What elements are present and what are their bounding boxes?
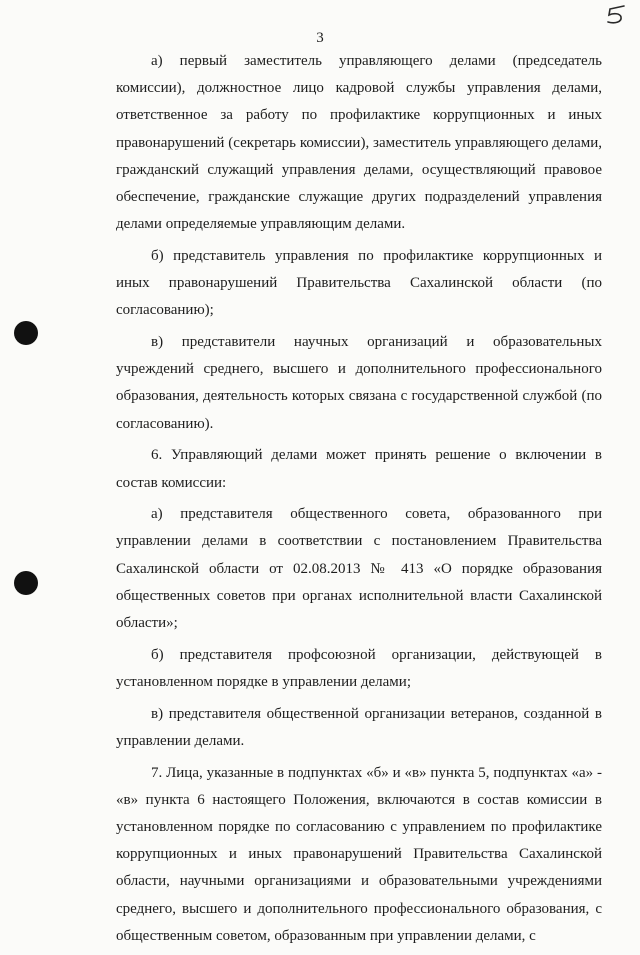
paragraph-6v: в) представителя общественной организации ветеранов, созданной в управлении делами. (116, 705, 602, 749)
punch-hole (14, 321, 38, 345)
paragraph-5b: б) представитель управления по профилактике коррупционных и иных правонарушений Правительства Сахалинской области (по согласованию); (116, 247, 602, 319)
paragraph-5a: а) первый заместитель управляющего делами (председатель комиссии), должностное лицо кадровой службы управления делами, ответственное за работу по профилактике коррупционных и иных правонарушений (секретарь комиссии), заместитель управляющего делами, гражданский служащий управления делами, осуществляющий правовое обеспечение, гражданские служащие других подразделений управления делами определяемые управляющим делами. (116, 53, 602, 233)
page-number: 3 (316, 30, 324, 46)
paragraph-6a: а) представителя общественного совета, образованного при управлении делами в соответствии с постановлением Правительства Сахалинской области от 02.08.2013 № 413 «О порядке образования общественных советов при органах исполнительной власти Сахалинской области»; (116, 506, 602, 632)
handwritten-page-mark (604, 4, 630, 26)
paragraph-5v: в) представители научных организаций и образовательных учреждений среднего, высшего и дополнительного профессионального образования, деятельность которых связана с государственной службой (по согласованию). (116, 334, 602, 432)
paragraph-6b: б) представителя профсоюзной организации, действующей в установленном порядке в управлении делами; (116, 646, 602, 690)
paragraph-6: 6. Управляющий делами может принять решение о включении в состав комиссии: (116, 447, 602, 491)
paragraph-7: 7. Лица, указанные в подпунктах «б» и «в» пункта 5, подпунктах «а» - «в» пункта 6 настоящего Положения, включаются в состав комиссии в установленном порядке по согласованию с управлением по профилактике коррупционных и иных правонарушений Правительства Сахалинской области, научными организациями и образовательными учреждениями среднего, высшего и дополнительного профессионального образования, с общественным советом, образованным при управлении делами, с (116, 764, 602, 944)
document-body (116, 48, 602, 955)
punch-hole (14, 571, 38, 595)
